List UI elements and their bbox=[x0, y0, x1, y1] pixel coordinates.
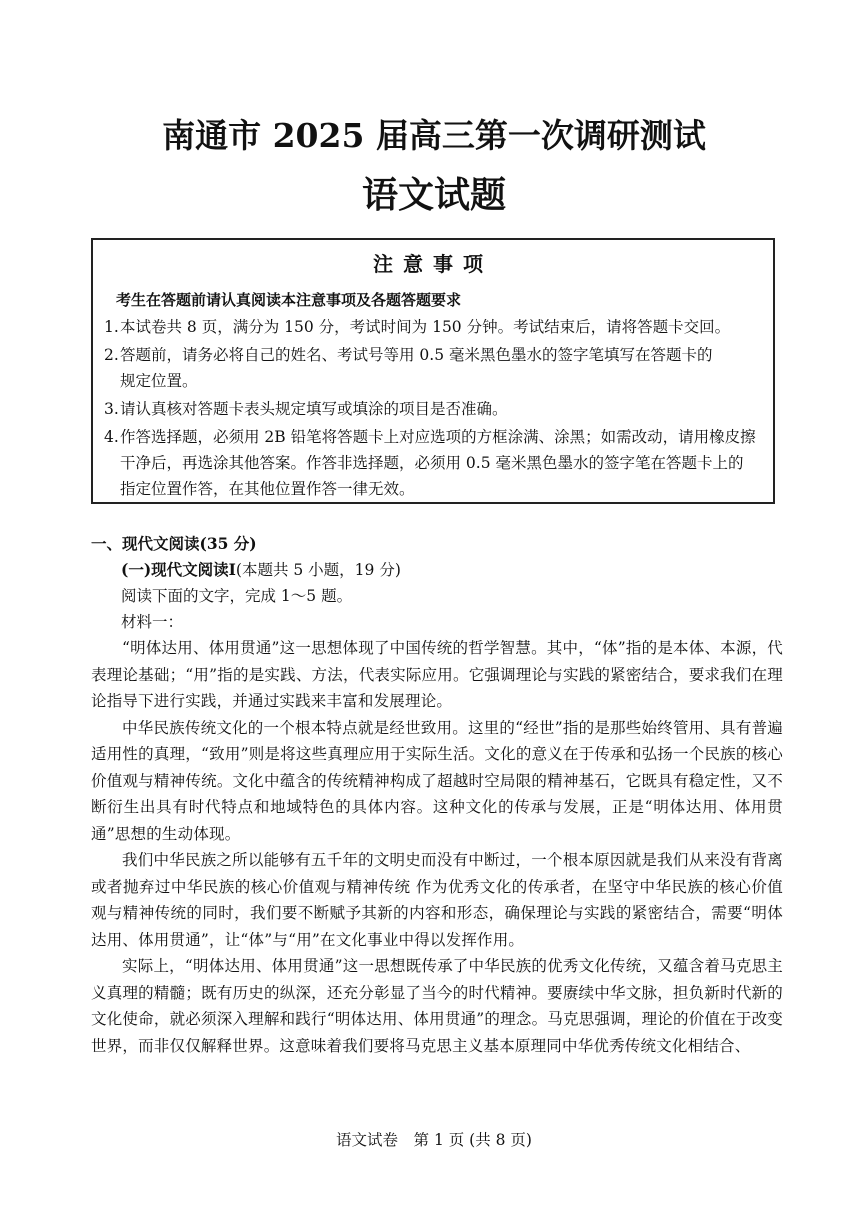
notice-item-text: 干净后，再选涂其他答案。作答非选择题，必须用 0.5 毫米黑色墨水的签字笔在答题卡上的 bbox=[120, 454, 744, 472]
section-heading: 一、现代文阅读(35 分) bbox=[91, 534, 257, 553]
notice-list bbox=[104, 314, 764, 504]
notice-title: 注意事项 bbox=[373, 252, 493, 276]
notice-item-number: 2. bbox=[104, 346, 119, 364]
reading-section bbox=[91, 531, 783, 1059]
reading-instruction: 阅读下面的文字，完成 1～5 题。 bbox=[121, 587, 353, 605]
passage-paragraph: 中华民族传统文化的一个根本特点就是经世致用。这里的“经世”指的是那些始终管用、具有普遍适用性的真理，“致用”则是将这些真理应用于实际生活。文化的意义在于传承和弘扬一个民族的核心价值观与精神传统。文化中蕴含的传统精神构成了超越时空局限的精神基石，它既具有稳定性，又不断衍生出具有时代特点和地域特色的具体内容。这种文化的传承与发展，正是“明体达用、体用贯通”思想的生动体现。 bbox=[91, 718, 783, 843]
notice-item bbox=[104, 424, 764, 502]
passage-paragraph: 我们中华民族之所以能够有五千年的文明史而没有中断过，一个根本原因就是我们从来没有背离或者抛弃过中华民族的核心价值观与精神传统 作为优秀文化的传承者，在坚守中华民族的核心价值观与精神传统的同时，我们要不断赋予其新的内容和形态，确保理论与实践的紧密结合，需要“明体达用、体用贯通”，让“体”与“用”在文化事业中得以发挥作用。 bbox=[91, 851, 783, 949]
passage-paragraph: “明体达用、体用贯通”这一思想体现了中国传统的哲学智慧。其中，“体”指的是本体、本源，代表理论基础；“用”指的是实践、方法，代表实际应用。它强调理论与实践的紧密结合，要求我们在理论指导下进行实践，并通过实践来丰富和发展理论。 bbox=[91, 639, 783, 710]
notice-item-text: 指定位置作答，在其他位置作答一律无效。 bbox=[120, 480, 415, 498]
notice-item-text: 本试卷共 8 页，满分为 150 分，考试时间为 150 分钟。考试结束后，请将答题卡交回。 bbox=[120, 318, 731, 336]
notice-box bbox=[91, 238, 775, 504]
subject-title: 语文试题 bbox=[361, 174, 506, 216]
subsection-detail: (本题共 5 小题，19 分) bbox=[235, 561, 401, 579]
passage-paragraph: 实际上，“明体达用、体用贯通”这一思想既传承了中华民族的优秀文化传统，又蕴含着马克思主义真理的精髓；既有历史的纵深，还充分彰显了当今的时代精神。要赓续中华文脉，担负新时代新的文化使命，就必须深入理解和践行“明体达用、体用贯通”的理念。马克思强调，理论的价值在于改变世界，而非仅仅解释世界。这意味着我们要将马克思主义基本原理同中华优秀传统文化相结合、 bbox=[91, 957, 783, 1055]
material-label: 材料一： bbox=[121, 613, 184, 631]
notice-item-number: 1. bbox=[104, 318, 119, 336]
exam-title: 南通市 2025 届高三第一次调研测试 bbox=[162, 116, 706, 155]
notice-item-text: 作答选择题，必须用 2B 铅笔将答题卡上对应选项的方框涂满、涂黑；如需改动，请用橡皮擦 bbox=[120, 428, 756, 446]
notice-item-text: 请认真核对答题卡表头规定填写或填涂的项目是否准确。 bbox=[120, 400, 508, 418]
notice-item bbox=[104, 342, 764, 394]
notice-item bbox=[104, 396, 764, 422]
notice-intro: 考生在答题前请认真阅读本注意事项及各题答题要求 bbox=[116, 291, 462, 309]
notice-item-number: 4. bbox=[104, 428, 119, 446]
subsection-heading bbox=[91, 557, 783, 583]
subsection-label: (一)现代文阅读Ⅰ bbox=[121, 560, 236, 579]
notice-item-text: 答题前，请务必将自己的姓名、考试号等用 0.5 毫米黑色墨水的签字笔填写在答题卡的 bbox=[120, 346, 713, 364]
notice-item bbox=[104, 314, 764, 340]
page-footer: 语文试卷 第 1 页 (共 8 页) bbox=[336, 1131, 532, 1149]
notice-item-number: 3. bbox=[104, 400, 119, 418]
notice-item-text: 规定位置。 bbox=[120, 372, 198, 390]
